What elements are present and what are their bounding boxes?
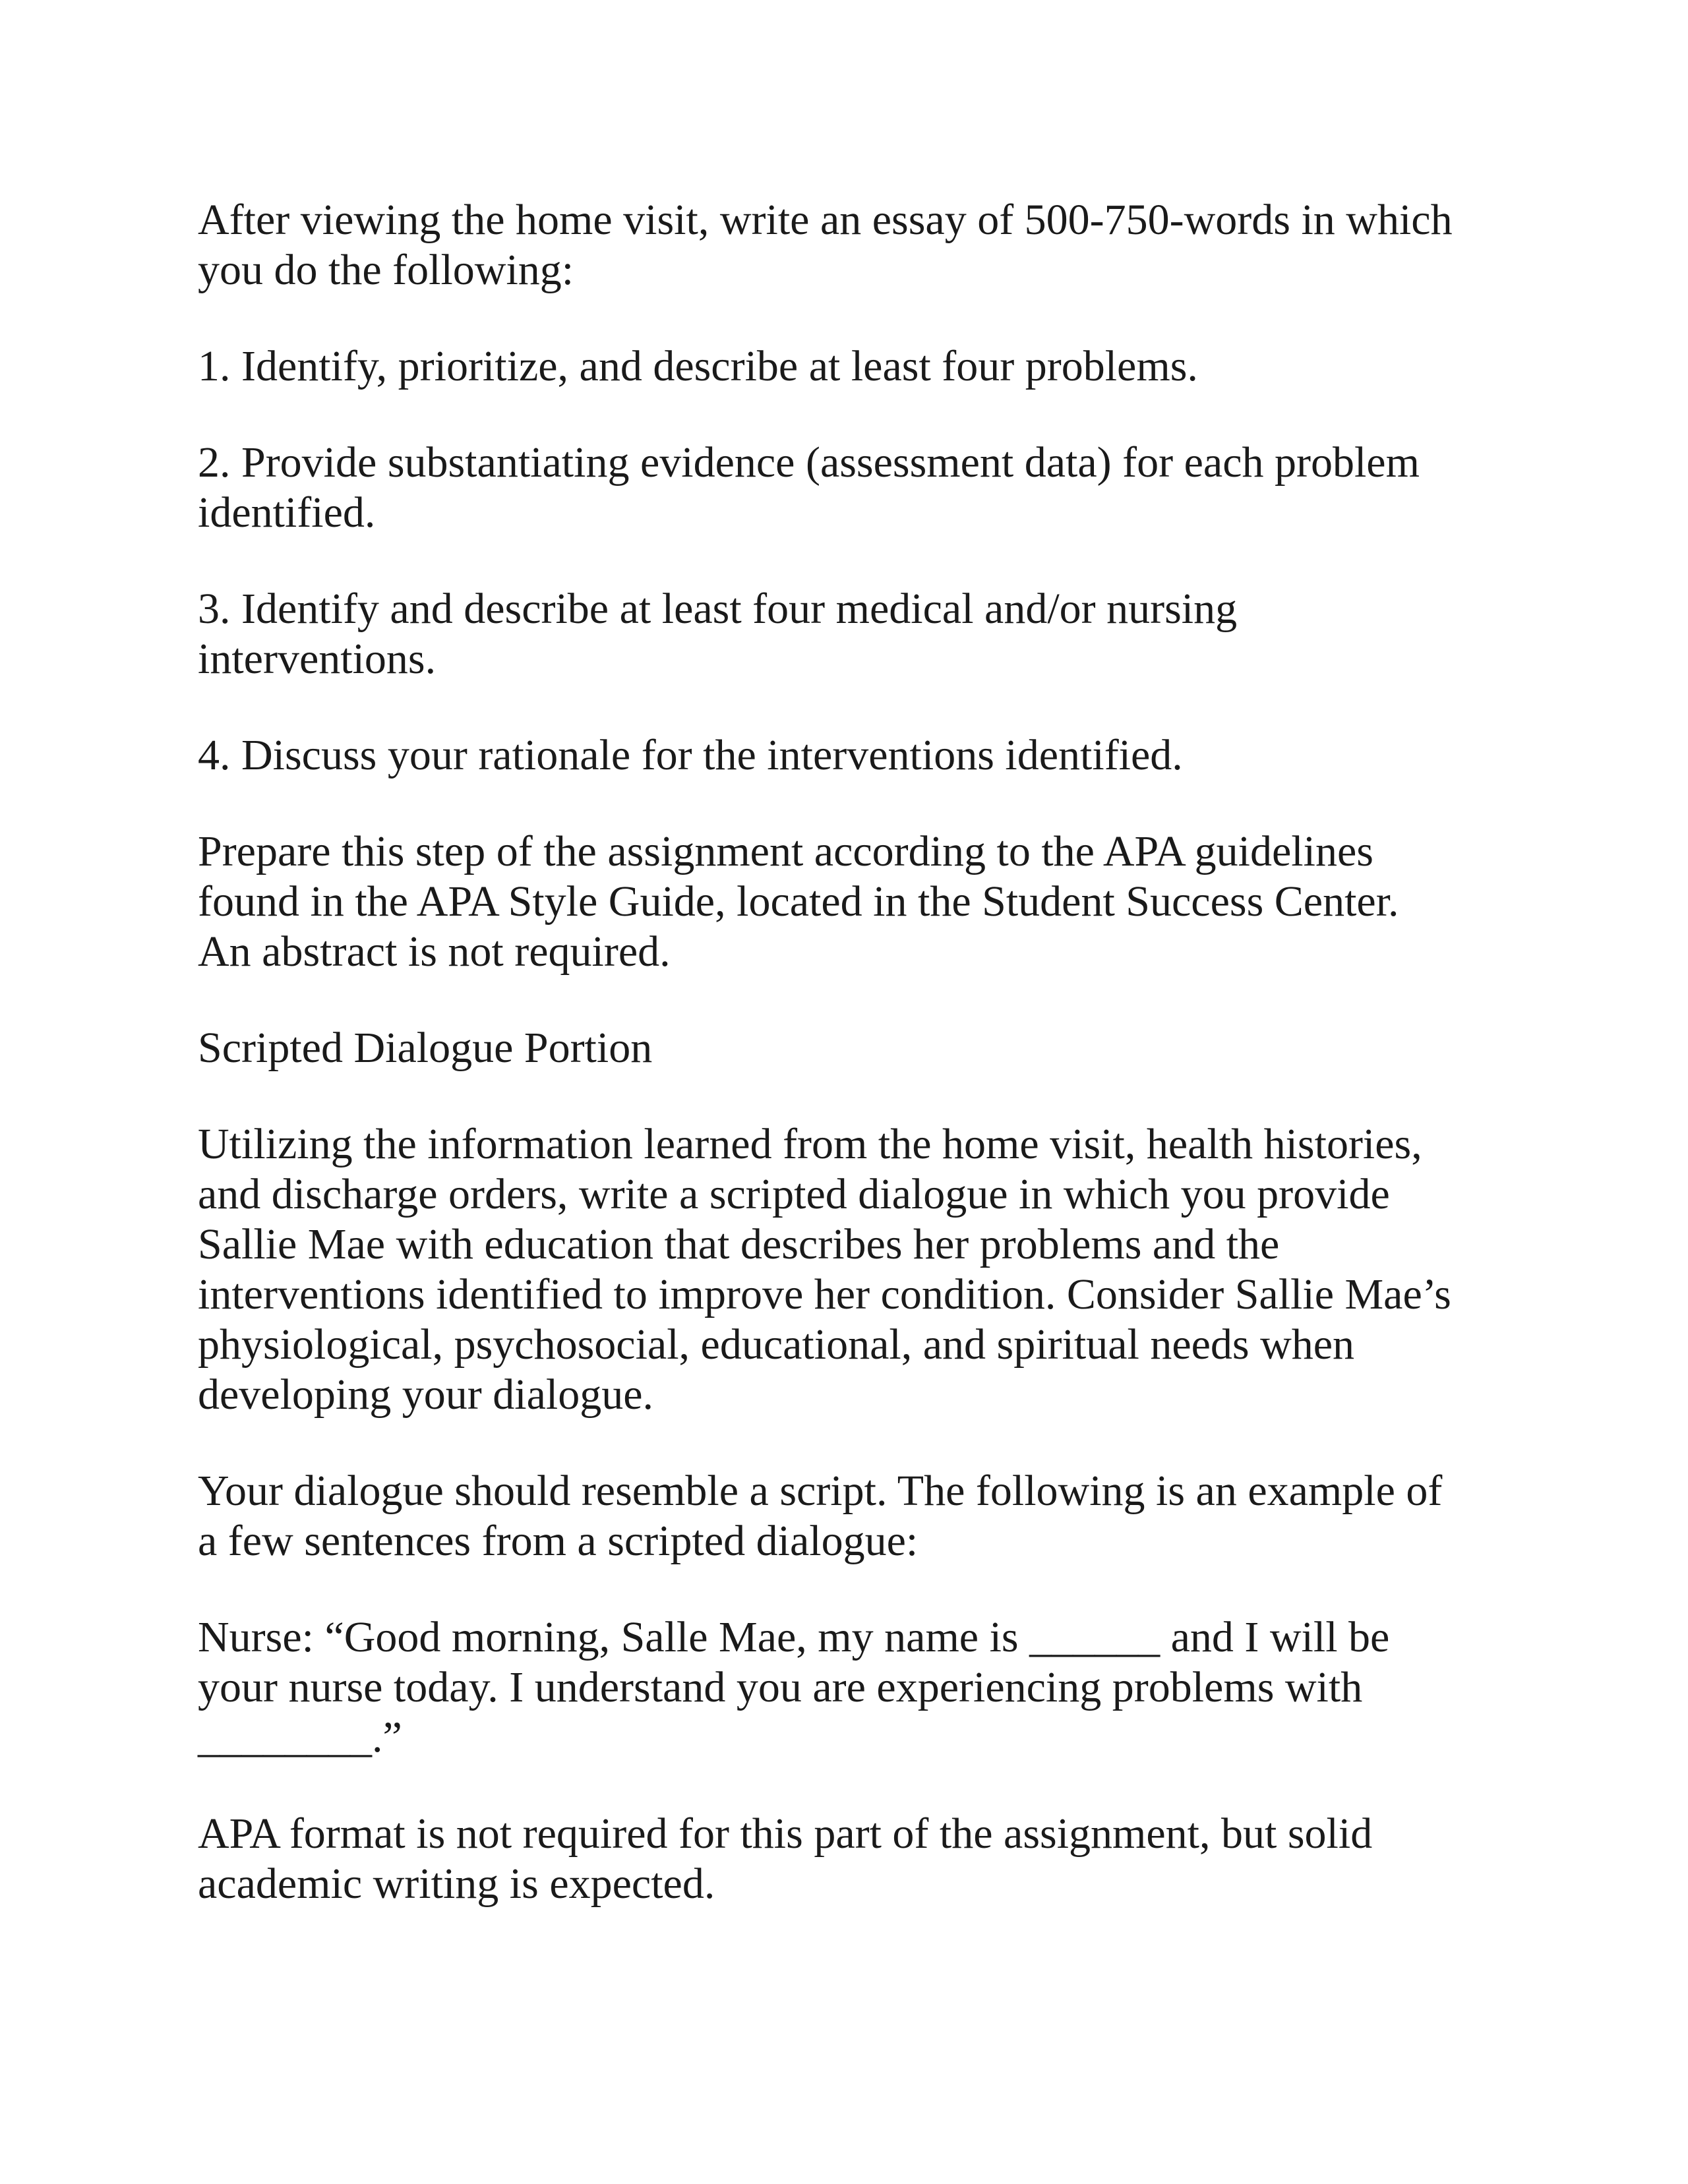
- text-line: academic writing is expected.: [198, 1860, 715, 1908]
- text-line: physiological, psychosocial, educational, and spiritual needs when: [198, 1320, 1355, 1369]
- intro-paragraph: [198, 195, 1503, 295]
- text-line: Your dialogue should resemble a script. The following is an example of: [198, 1467, 1443, 1515]
- script-intro-paragraph: [198, 1466, 1503, 1566]
- text-line: interventions identified to improve her condition. Consider Sallie Mae’s: [198, 1270, 1451, 1318]
- heading-text: Scripted Dialogue Portion: [198, 1024, 653, 1072]
- text-line: and discharge orders, write a scripted dialogue in which you provide: [198, 1170, 1390, 1218]
- document-body: [198, 195, 1503, 1955]
- text-line: identified.: [198, 488, 376, 537]
- text-line: After viewing the home visit, write an essay of 500-750-words in which: [198, 196, 1453, 244]
- text-line: ________.”: [198, 1713, 402, 1761]
- list-item-3: [198, 584, 1503, 684]
- script-example-paragraph: [198, 1612, 1503, 1763]
- text-line: Utilizing the information learned from the home visit, health histories,: [198, 1120, 1422, 1168]
- list-item-2: [198, 438, 1503, 538]
- text-line: you do the following:: [198, 246, 574, 294]
- text-line: interventions.: [198, 635, 437, 683]
- section-heading: [198, 1023, 1503, 1073]
- text-line: 1. Identify, prioritize, and describe at least four problems.: [198, 342, 1198, 390]
- text-line: Sallie Mae with education that describes her problems and the: [198, 1220, 1280, 1268]
- text-line: found in the APA Style Guide, located in the Student Success Center.: [198, 877, 1399, 926]
- text-line: a few sentences from a scripted dialogue:: [198, 1517, 919, 1565]
- text-line: your nurse today. I understand you are experiencing problems with: [198, 1663, 1363, 1711]
- text-line: Nurse: “Good morning, Salle Mae, my name is ______ and I will be: [198, 1613, 1390, 1661]
- text-line: 3. Identify and describe at least four medical and/or nursing: [198, 585, 1238, 633]
- text-line: developing your dialogue.: [198, 1371, 654, 1419]
- closing-note-paragraph: [198, 1809, 1503, 1909]
- text-line: Prepare this step of the assignment according to the APA guidelines: [198, 827, 1373, 875]
- text-line: 2. Provide substantiating evidence (assessment data) for each problem: [198, 438, 1420, 487]
- dialogue-instructions-paragraph: [198, 1119, 1503, 1420]
- text-line: APA format is not required for this part of the assignment, but solid: [198, 1810, 1373, 1858]
- list-item-4: [198, 730, 1503, 781]
- text-line: An abstract is not required.: [198, 928, 671, 976]
- text-line: 4. Discuss your rationale for the interventions identified.: [198, 731, 1183, 779]
- list-item-1: [198, 341, 1503, 392]
- apa-instructions-paragraph: [198, 827, 1503, 977]
